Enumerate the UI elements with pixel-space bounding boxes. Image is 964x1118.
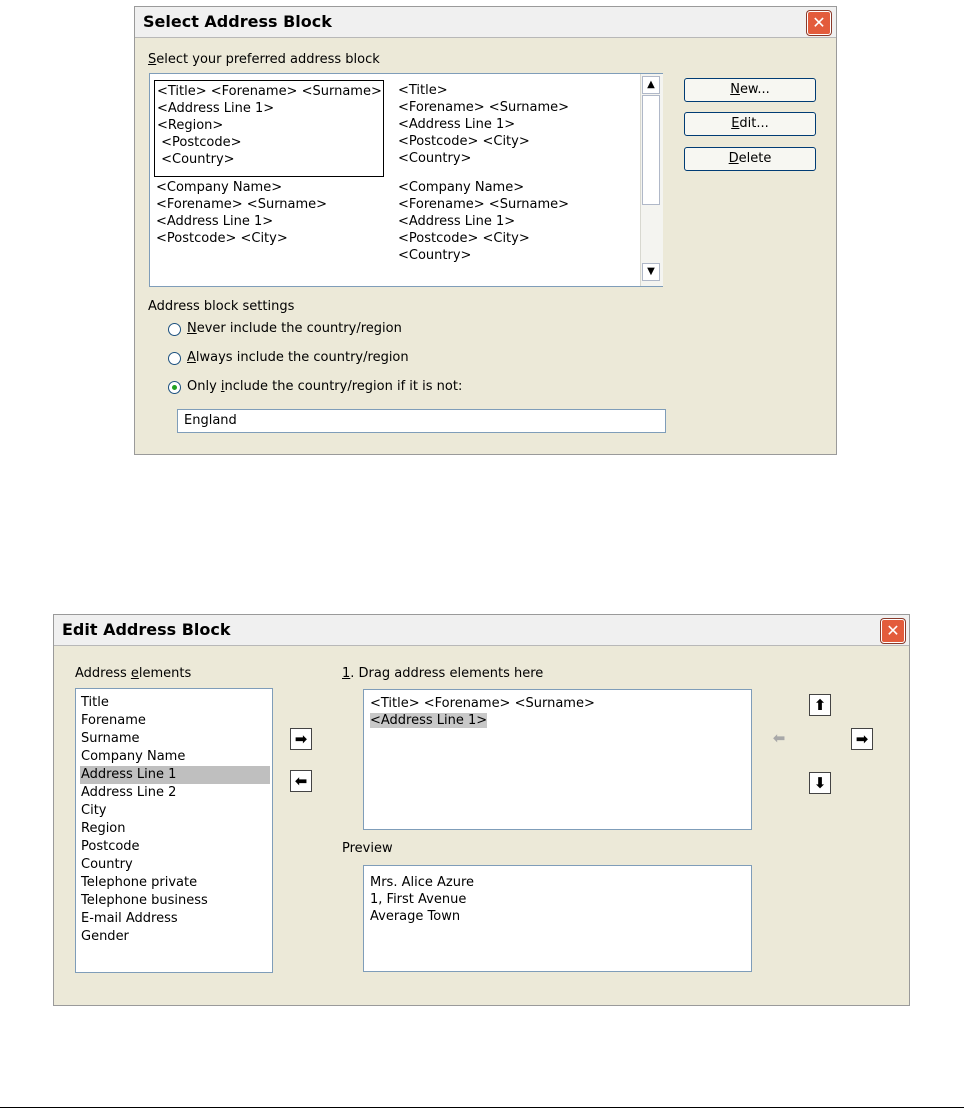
address-block-option[interactable]: <Title> <Forename> <Surname> <Address Line 1> <Postcode> <City> <Country> [398,83,570,166]
add-element-button[interactable] [290,728,312,750]
arrow-left-icon: ⬅ [294,772,308,790]
list-item[interactable]: Company Name [81,749,186,764]
list-item[interactable]: Country [81,857,133,872]
radio-button[interactable] [168,323,181,336]
close-button[interactable]: ✕ [881,619,905,643]
move-down-button[interactable] [809,772,831,794]
move-right-button[interactable] [851,728,873,750]
radio-never-include[interactable] [168,321,568,339]
address-elements-list[interactable] [75,688,273,973]
radio-label: Only include the country/region if it is not: [187,379,463,394]
address-block-option[interactable]: <Company Name> <Forename> <Surname> <Address Line 1> <Postcode> <City> <Country> [398,180,570,263]
list-item[interactable]: Surname [81,731,140,746]
address-block-text: <Title> <Forename> <Surname> <Address Line 1> <Region> <Postcode> <Country> [157,84,382,167]
drag-area-label: 1. Drag address elements here [342,666,544,681]
list-item[interactable]: Title [81,695,109,710]
radio-label: Never include the country/region [187,321,402,336]
move-up-button[interactable] [809,694,831,716]
list-item[interactable]: City [81,803,107,818]
list-item[interactable]: Address Line 2 [81,785,177,800]
scroll-thumb[interactable] [642,95,660,205]
address-block-list-label: Select your preferred address block [148,52,380,67]
drag-line[interactable]: <Title> <Forename> <Surname> [370,696,595,711]
list-item[interactable]: Telephone private [81,875,198,890]
select-address-block-dialog [134,6,837,455]
radio-button[interactable] [168,352,181,365]
address-elements-label: Address elements [75,666,192,681]
settings-label: Address block settings [148,299,295,314]
arrow-right-icon: ➡ [855,730,869,748]
title-bar [135,7,836,38]
drag-drop-area[interactable] [363,689,752,830]
dialog-title: Edit Address Block [62,620,231,639]
scroll-up-button[interactable]: ▲ [642,76,660,94]
radio-always-include[interactable] [168,350,568,368]
list-item[interactable]: E-mail Address [81,911,178,926]
close-button[interactable]: ✕ [807,11,831,35]
arrow-right-icon: ➡ [294,730,308,748]
vertical-scrollbar[interactable] [640,74,663,286]
preview-area [363,865,752,972]
edit-button[interactable]: Edit... [684,112,816,136]
address-block-option[interactable] [154,80,384,177]
delete-button[interactable]: Delete [684,147,816,171]
arrow-up-icon: ⬆ [813,696,827,714]
address-block-option[interactable]: <Company Name> <Forename> <Surname> <Address Line 1> <Postcode> <City> [156,180,328,246]
arrow-left-icon: ⬅ [772,729,786,747]
preview-label: Preview [342,841,393,856]
list-item[interactable]: Region [81,821,126,836]
preview-text: Mrs. Alice Azure 1, First Avenue Average Town [370,875,475,924]
list-item[interactable]: Postcode [81,839,140,854]
list-item[interactable]: Gender [81,929,129,944]
arrow-down-icon: ⬇ [813,774,827,792]
country-input-value: England [184,413,237,428]
page-divider [0,1107,964,1108]
new-button[interactable]: New... [684,78,816,102]
list-item[interactable]: Telephone business [81,893,208,908]
drag-line-selected[interactable]: <Address Line 1> [370,713,488,728]
remove-element-button[interactable] [290,770,312,792]
list-item-selected[interactable]: Address Line 1 [80,766,270,784]
list-item[interactable]: Forename [81,713,146,728]
radio-button-selected[interactable] [168,381,181,394]
move-left-button[interactable] [768,728,790,750]
scroll-down-button[interactable]: ▼ [642,263,660,281]
radio-label: Always include the country/region [187,350,409,365]
dialog-title: Select Address Block [143,12,332,31]
radio-only-include[interactable] [168,379,568,397]
title-bar [54,615,909,646]
address-block-list[interactable] [149,73,663,287]
edit-address-block-dialog [53,614,910,1006]
country-input[interactable] [177,409,666,433]
